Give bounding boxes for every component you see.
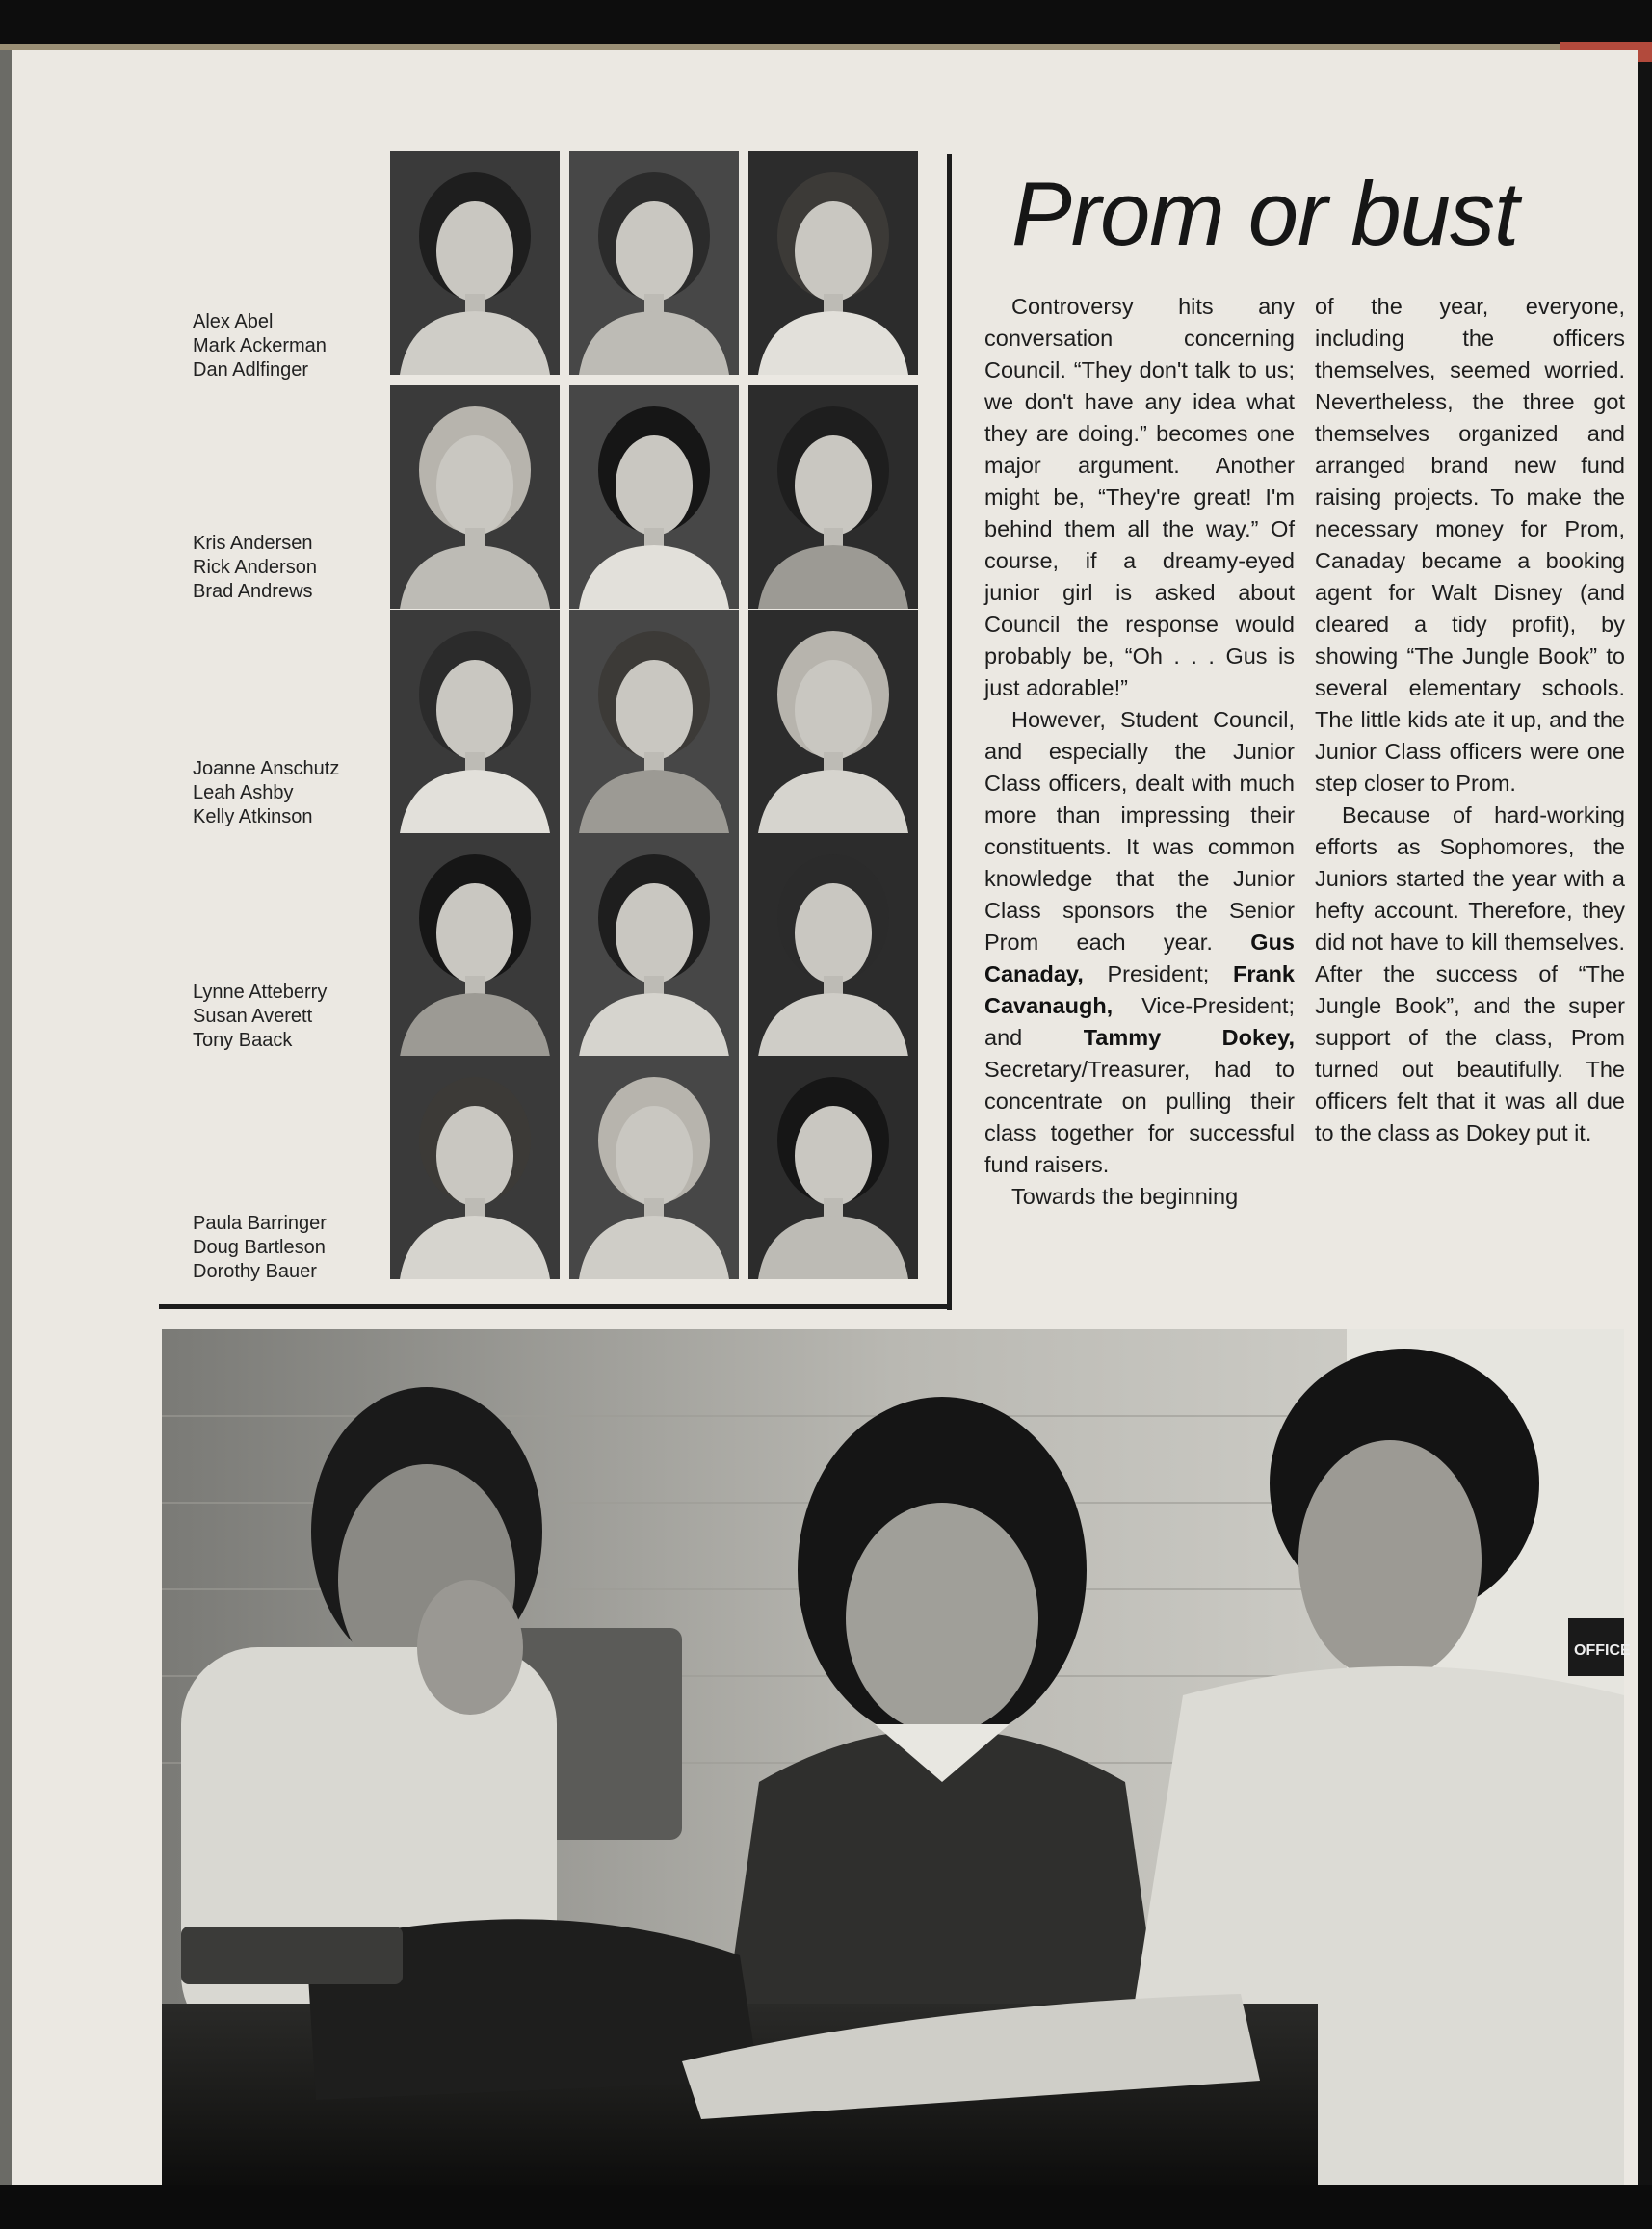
student-portrait bbox=[390, 1056, 560, 1273]
student-name: Kelly Atkinson bbox=[193, 806, 313, 827]
portrait-block-border-bottom bbox=[159, 1304, 952, 1309]
student-name: Alex Abel bbox=[193, 311, 274, 332]
book-top-edge bbox=[0, 0, 1652, 44]
student-name: Doug Bartleson bbox=[193, 1237, 326, 1258]
student-name: Lynne Atteberry bbox=[193, 982, 328, 1003]
names-row-2 bbox=[193, 532, 385, 604]
article-text: Secretary/Treasurer, had to concentrate on pulling their class together for successful fund raisers. bbox=[984, 1057, 1295, 1177]
article-column-2 bbox=[1315, 291, 1625, 1149]
article-text: However, Student Council, and especially the Junior Class officers, dealt with much more than impressing their constituents. It was common knowledge that the Junior Class sponsors the Senior Prom each year. bbox=[984, 707, 1295, 955]
student-portrait bbox=[748, 151, 918, 375]
office-sign-text: OFFICE bbox=[1574, 1642, 1631, 1659]
student-portrait bbox=[569, 610, 739, 827]
portrait-block-border-right bbox=[947, 154, 952, 1310]
student-portrait bbox=[390, 833, 560, 1051]
student-portrait bbox=[569, 151, 739, 375]
student-council-photo bbox=[162, 1329, 1631, 2185]
officer-role: President; bbox=[1107, 961, 1210, 986]
student-portrait bbox=[390, 151, 560, 375]
officer-name: Frank Cavanaugh, bbox=[984, 961, 1295, 1018]
student-portrait bbox=[748, 385, 918, 603]
student-name: Tony Baack bbox=[193, 1030, 293, 1051]
names-row-5 bbox=[193, 1212, 385, 1284]
article-paragraph: Because of hard-working efforts as Sophomores, the Juniors started the year with a hefty account. Therefore, they did not have to kill themselves. After the success of “The Jungle Book”, and the super support of the class, Prom turned out beautifully. The officers felt that it was all due to the class as Dokey put it. bbox=[1315, 802, 1625, 1145]
student-name: Dan Adlfinger bbox=[193, 359, 309, 380]
article-paragraph: Controversy hits any conversation concerning Council. “They don't talk to us; we don't have any idea what they are doing.” becomes one major argument. Another might be, “They're great! I'm behind them all the way.” Of course, if a dreamy-eyed junior girl is asked about Council the response would probably be, “Oh . . . Gus is just adorable!” bbox=[984, 294, 1295, 700]
article-title: Prom or bust bbox=[1011, 163, 1519, 264]
book-bottom-edge bbox=[0, 2185, 1652, 2229]
student-name: Susan Averett bbox=[193, 1006, 313, 1027]
student-portrait bbox=[748, 610, 918, 827]
student-name: Leah Ashby bbox=[193, 782, 294, 803]
names-row-3 bbox=[193, 757, 385, 829]
student-name: Rick Anderson bbox=[193, 557, 317, 578]
student-name: Paula Barringer bbox=[193, 1213, 327, 1234]
article-paragraph: Towards the beginning bbox=[1011, 1184, 1239, 1209]
student-portrait bbox=[569, 385, 739, 603]
article-paragraph bbox=[984, 704, 1295, 1181]
book-binding bbox=[0, 50, 12, 2189]
student-name: Dorothy Bauer bbox=[193, 1261, 317, 1282]
officer-name: Gus Canaday, bbox=[984, 930, 1296, 986]
student-name: Joanne Anschutz bbox=[193, 758, 340, 779]
student-name: Mark Ackerman bbox=[193, 335, 327, 356]
names-row-4 bbox=[193, 981, 385, 1053]
article-paragraph: of the year, everyone, including the officers themselves, seemed worried. Nevertheless, the three got themselves organized and arranged brand new fund raising projects. To make the necessary money for Prom, Canaday became a booking agent for Walt Disney (and cleared a tidy profit), by showing “The Jungle Book” to several elementary schools. The little kids ate it up, and the Junior Class officers were one step closer to Prom. bbox=[1315, 294, 1625, 796]
names-row-1 bbox=[193, 310, 385, 382]
student-portrait bbox=[569, 833, 739, 1051]
article-column-1 bbox=[984, 291, 1295, 1213]
student-portrait bbox=[390, 385, 560, 603]
officer-name: Tammy Dokey, bbox=[1083, 1025, 1296, 1050]
student-name: Brad Andrews bbox=[193, 581, 313, 602]
student-portrait bbox=[569, 1056, 739, 1273]
student-name: Kris Andersen bbox=[193, 533, 313, 554]
student-portrait bbox=[748, 1056, 918, 1273]
student-portrait bbox=[748, 833, 918, 1051]
student-portrait bbox=[390, 610, 560, 827]
officer-role: Vice-President; and bbox=[984, 993, 1295, 1050]
